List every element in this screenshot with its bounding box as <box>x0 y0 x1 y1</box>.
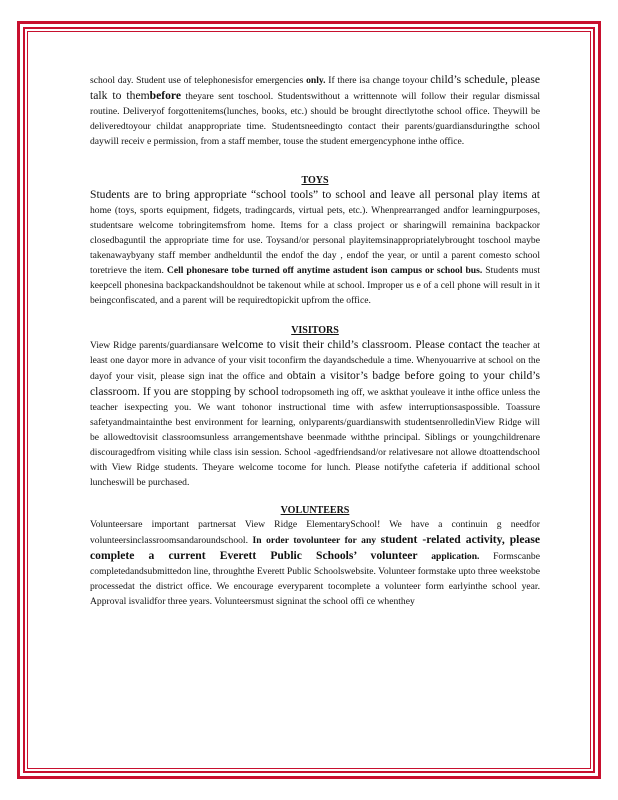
intro-text-bold-before: before <box>149 89 181 102</box>
visitors-section <box>90 324 540 490</box>
toys-text-1: home (toys, sports equipment, fidgets, tradingcards, virtual pets, etc.). Whenprearranged andfor learningpurposes, studentsare welcome tobringitemsfrom home. Items for a class project or sharingwill remainina backpackor closedbaguntil the appropriate time for use. Toysand/or personal playitemsinappropriatelybrought toschool maybe takenawaybyany staff member andhelduntil the endof the day , endof the year, or until a parent comesto school toretrieve the item. <box>90 205 540 276</box>
document-body <box>90 72 540 609</box>
visitors-text-1: View Ridge parents/guardiansare <box>90 340 219 351</box>
volunteers-text-large-bold: student -related activity, please complete a current Everett Public Schools’ volunteer <box>90 533 541 562</box>
toys-text-bold-cellphones: Cell phonesare tobe turned off anytime astudent ison campus or school bus. <box>166 265 483 276</box>
visitors-paragraph <box>90 337 540 490</box>
intro-text-1: school day. Student use of telephonesisfor emergencies <box>90 75 304 86</box>
visitors-text-3: todropsometh ing off, we askthat youleave it inthe office unless the teacher isexpecting you. We want tohonor instructional time with asfew interruptionsaspossible. Toassure safetyandmaintainthe best environment for learning, onlyparents/guardianswith studentsenrolledinView Ridge will be allowedtovisit classroomsunless arrangementshave beenmade withthe principal. Siblings or youngchildrenare discouragedfrom visiting while class isin session. School -agedfriendsand/or relativesare not allowe dtoattendschool with View Ridge students. Theyare welcome tocome for lunch. Please notifythe cafeteria if additional school luncheswill be purchased. <box>90 387 540 488</box>
volunteers-paragraph <box>90 517 540 609</box>
volunteers-section <box>90 504 540 609</box>
intro-text-2: If there isa change toyour <box>328 75 428 86</box>
toys-paragraph <box>90 187 540 308</box>
intro-section <box>90 72 540 149</box>
volunteers-text-2: Formscanbe completedandsubmittedon line, throughthe Everett Public Schoolswebsite. Volunteer formstake upto three weekstobe processedat the district office. We encourage everyparent tocomplete a volunteer form earlyinthe school year. Approval isvalidfor three years. Volunteersmust signinat the school offi ce whenthey <box>90 551 540 607</box>
volunteers-text-bold-application: application. <box>431 551 480 562</box>
toys-heading: TOYS <box>301 175 329 186</box>
visitors-heading: VISITORS <box>291 325 339 336</box>
toys-text-2: Students must keepcell phonesina backpackandshouldnot be takenout while at school. Improper us e of a cell phone will result in it beingconfiscated, and a parent will be requiredtopickit upfrom the office. <box>90 265 540 306</box>
intro-text-large: child’s schedule, please talk to them <box>90 73 541 102</box>
intro-text-bold-only: only. <box>306 75 326 86</box>
visitors-text-large-1: welcome to visit their child’s classroom. Please contact the <box>221 338 500 351</box>
volunteers-text-bold-1: In order tovolunteer for any <box>252 535 377 546</box>
volunteers-heading: VOLUNTEERS <box>280 505 350 516</box>
intro-paragraph <box>90 72 540 149</box>
visitors-text-large-2: obtain a visitor’s badge before going to your child’s classroom. If you are stopping by school <box>90 369 540 398</box>
visitors-text-2: teacher at least one dayor more in advance of your visit toconfirm the dayandschedule a time. Whenyouarrive at school on the dayof your visit, please sign inat the office and <box>90 340 540 382</box>
toys-text-large: Students are to bring appropriate “school tools” to school and leave all personal play items at <box>90 188 540 201</box>
volunteers-text-1: Volunteersare important partnersat View Ridge ElementarySchool! We have a continuin g needfor volunteersinclassroomsandaroundschool. <box>90 519 540 546</box>
intro-text-3: theyare sent toschool. Studentswithout a writtennote will follow their regular dismissal routine. Deliveryof forgottenitems(lunches, books, etc.) should be brought directlytothe school office. Theywill be deliveredtoyour childat anappropriate time. Studentsneedingto contact their parents/guardiansduringthe school daywill receiv e permission, from a staff member, touse the student emergencyphone inthe office. <box>90 91 540 147</box>
toys-section <box>90 174 540 308</box>
